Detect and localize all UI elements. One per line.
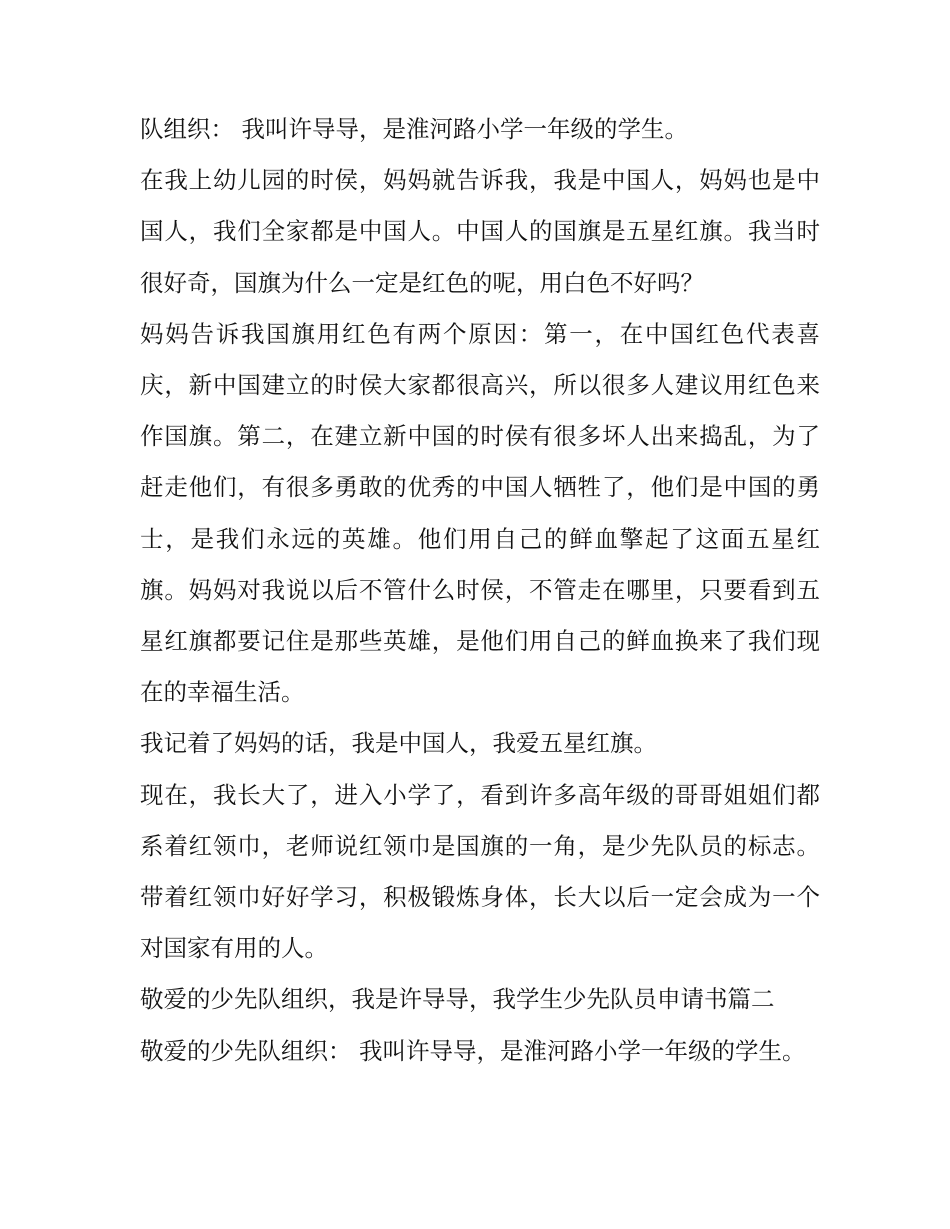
document-body <box>140 104 820 1077</box>
paragraph-2: 在我上幼儿园的时侯，妈妈就告诉我，我是中国人，妈妈也是中国人，我们全家都是中国人。中国人的国旗是五星红旗。我当时很好奇，国旗为什么一定是红色的呢，用白色不好吗？ <box>140 166 820 297</box>
paragraph-7: 敬爱的少先队组织： 我叫许导导，是淮河路小学一年级的学生。 <box>140 1036 806 1065</box>
paragraph-1: 队组织： 我叫许导导，是淮河路小学一年级的学生。 <box>140 115 688 143</box>
paragraph-5: 现在，我长大了，进入小学了，看到许多高年级的哥哥姐姐们都系着红领巾，老师说红领巾是国旗的一角，是少先队员的标志。带着红领巾好好学习，积极锻炼身体，长大以后一定会成为一个对国家有用的人。 <box>140 780 820 963</box>
paragraph-6: 敬爱的少先队组织，我是许导导，我学生少先队员申请书篇二 <box>140 985 775 1014</box>
paragraph-3: 妈妈告诉我国旗用红色有两个原因：第一，在中国红色代表喜庆，新中国建立的时侯大家都很高兴，所以很多人建议用红色来作国旗。第二，在建立新中国的时侯有很多坏人出来捣乱，为了赶走他们，有很多勇敢的优秀的中国人牺牲了，他们是中国的勇士，是我们永远的英雄。他们用自己的鲜血擎起了这面五星红旗。妈妈对我说以后不管什么时侯，不管走在哪里，只要看到五星红旗都要记住是那些英雄，是他们用自己的鲜血换来了我们现在的幸福生活。 <box>140 319 820 707</box>
paragraph-4: 我记着了妈妈的话，我是中国人，我爱五星红旗。 <box>140 729 657 758</box>
